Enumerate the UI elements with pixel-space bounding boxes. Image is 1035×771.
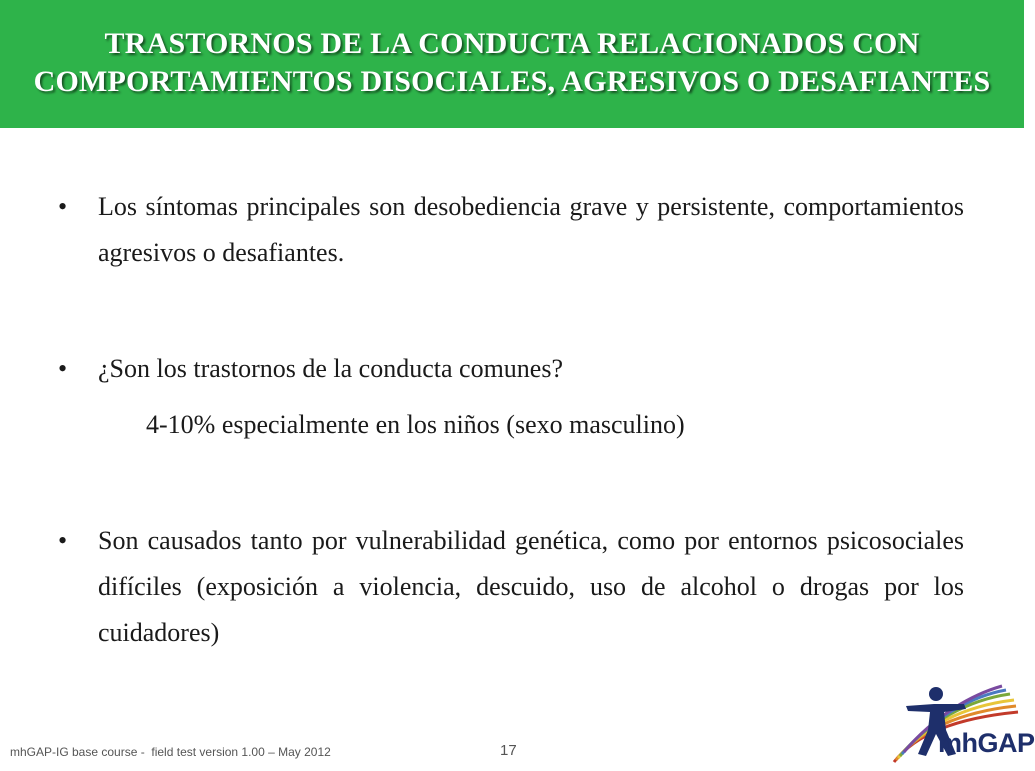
bullet-dot: • xyxy=(58,192,68,221)
bullet-item-3 xyxy=(58,518,964,656)
footer-course-text: mhGAP-IG base course - field test version 1.00 – May 2012 xyxy=(10,745,331,759)
bullet-text-3: Son causados tanto por vulnerabilidad genética, como por entornos psicosociales difíciles (exposición a violencia, descuido, uso de alcohol o drogas por los cuidadores) xyxy=(98,526,964,647)
bullet-item-1 xyxy=(58,184,964,276)
bullet-text-1: Los síntomas principales son desobediencia grave y persistente, comportamientos agresivos o desafiantes. xyxy=(98,192,964,267)
bullet-item-2 xyxy=(58,346,964,392)
logo-text: mhGAP xyxy=(938,728,1035,758)
bullet-text-2: ¿Son los trastornos de la conducta comunes? xyxy=(98,354,563,383)
slide-title: TRASTORNOS DE LA CONDUCTA RELACIONADOS CON COMPORTAMIENTOS DISOCIALES, AGRESIVOS O DESAFIANTES xyxy=(33,27,991,98)
bullet-dot: • xyxy=(58,526,68,555)
bullet-dot: • xyxy=(58,354,68,383)
bullet-subtext-2: 4-10% especialmente en los niños (sexo masculino) xyxy=(146,410,685,439)
page-number: 17 xyxy=(500,742,517,759)
mhgap-logo xyxy=(886,682,1035,766)
